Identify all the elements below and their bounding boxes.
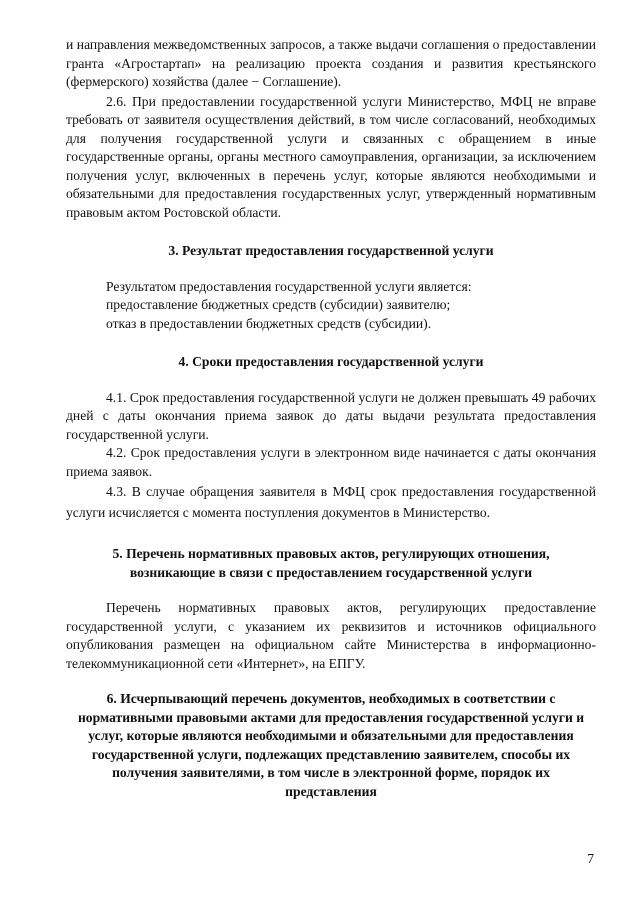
section-3-heading: 3. Результат предоставления государственной услуги: [168, 243, 494, 258]
page-number: 7: [587, 851, 594, 866]
section-5-heading: 5. Перечень нормативных правовых актов, регулирующих отношения, возникающие в связи с предоставлением государственной услуги: [112, 546, 550, 580]
paragraph-5-1: Перечень нормативных правовых актов, регулирующих предоставление государственной услуги, с указанием их реквизитов и источников официального опубликования размещен на официальном сайте Министерства в информационно-телекоммуникационной сети «Интернет», на ЕПГУ.: [66, 600, 596, 671]
section-3-line-3: отказ в предоставлении бюджетных средств (субсидии).: [106, 315, 432, 331]
section-3-line-1: Результатом предоставления государственной услуги является:: [106, 278, 472, 294]
section-3-body: [66, 278, 596, 334]
section-6-heading: 6. Исчерпывающий перечень документов, необходимых в соответствии с нормативными правовыми актами для предоставления государственной услуги и услуг, которые являются необходимыми и обязательными для предоставления государственной услуги, подлежащих представлению заявителем, способы их получения заявителями, в том числе в электронной форме, порядок их представления: [77, 691, 585, 799]
document-page: [66, 36, 596, 801]
section-3-line-2: предоставление бюджетных средств (субсидии) заявителю;: [106, 297, 451, 312]
section-4-heading: 4. Сроки предоставления государственной услуги: [178, 354, 484, 369]
top-paragraph: и направления межведомственных запросов, а также выдачи соглашения о предоставлении гранта «Агростартап» на реализацию проекта создания и развития крестьянского (фермерского) хозяйства (далее − Соглашение).: [66, 37, 596, 89]
paragraph-4-1: 4.1. Срок предоставления государственной услуги не должен превышать 49 рабочих дней с даты окончания приема заявок до даты выдачи результата предоставления государственной услуги.: [66, 389, 596, 442]
paragraph-4-3: 4.3. В случае обращения заявителя в МФЦ срок предоставления государственной услуги исчисляется с момента поступления документов в Министерство.: [66, 484, 596, 520]
paragraph-2-6: 2.6. При предоставлении государственной услуги Министерство, МФЦ не вправе требовать от заявителя осуществления действий, в том числе согласований, необходимых для получения государственной услуги и связанных с обращением в иные государственные органы, органы местного самоуправления, организации, за исключением получения услуг, включенных в перечень услуг, которые являются необходимыми и обязательными для предоставления государственных услуг, утвержденный нормативным правовым актом Ростовской области.: [66, 93, 596, 220]
paragraph-4-2: 4.2. Срок предоставления услуги в электронном виде начинается с даты окончания приема заявок.: [66, 445, 596, 479]
